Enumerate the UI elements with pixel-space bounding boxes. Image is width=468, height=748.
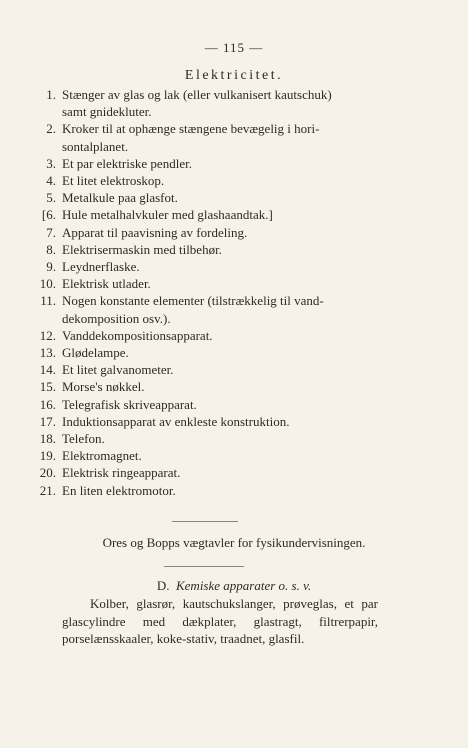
list-item	[22, 172, 402, 189]
item-text: Vanddekompositionsapparat.	[62, 327, 213, 343]
item-number: 11.	[40, 293, 56, 309]
item-text: Nogen konstante elementer (tilstrækkelig til vand-	[62, 293, 324, 309]
item-number: 18.	[39, 431, 56, 447]
item-number: [6.	[41, 207, 56, 223]
divider-rule-2	[164, 566, 244, 567]
item-text: Et litet galvanometer.	[62, 362, 174, 378]
list-item	[22, 464, 402, 481]
item-text: Telegrafisk skriveapparat.	[62, 396, 197, 412]
item-continuation-text: dekomposition osv.).	[62, 310, 171, 326]
list-item	[22, 155, 402, 172]
item-number: 14.	[39, 362, 56, 378]
item-number: 15.	[39, 379, 56, 395]
item-text: Kroker til at ophænge stængene bevægelig i hori-	[62, 121, 320, 137]
section-title	[0, 578, 468, 594]
item-continuation-text: sontalplanet.	[62, 138, 129, 154]
item-number: 3.	[46, 155, 56, 171]
item-text: Metalkule paa glasfot.	[62, 190, 178, 206]
item-text: Morse's nøkkel.	[62, 379, 145, 395]
list-item	[22, 344, 402, 361]
item-number: 13.	[39, 345, 56, 361]
section-letter: D.	[156, 578, 170, 593]
item-text: Elektrisk utlader.	[62, 276, 151, 292]
list-item-continuation	[22, 310, 402, 327]
item-text: Stænger av glas og lak (eller vulkanisert kautschuk)	[62, 87, 332, 102]
paragraph-text: Kolber, glasrør, kautschukslanger, prøveglas, et par glascylindre med dækplater, glastragt, filtrerpapir, porselænsskaaler, koke-stativ, traadnet, glasfil.	[62, 596, 378, 646]
list-item	[22, 413, 402, 430]
list-item	[22, 447, 402, 464]
item-text: Elektromagnet.	[62, 448, 142, 464]
item-number: 10.	[39, 276, 56, 292]
item-number: 4.	[46, 173, 56, 189]
list-item	[22, 275, 402, 292]
page-number: — 115 —	[204, 40, 264, 55]
item-text: Telefon.	[62, 431, 105, 447]
list-item	[22, 224, 402, 241]
ores-line: Ores og Bopps vægtavler for fysikundervisningen.	[102, 535, 366, 550]
item-text: Apparat til paavisning av fordeling.	[62, 224, 248, 240]
list-item	[22, 396, 402, 413]
list-item	[22, 378, 402, 395]
list-item	[22, 327, 402, 344]
item-text: Elektrisermaskin med tilbehør.	[62, 241, 222, 257]
item-number: 9.	[46, 259, 56, 275]
item-number: 1.	[46, 87, 56, 102]
item-text: En liten elektromotor.	[62, 482, 176, 498]
list-item	[22, 430, 402, 447]
list-item-continuation	[22, 103, 402, 120]
list-item	[22, 482, 402, 499]
item-number: 17.	[39, 413, 56, 429]
item-continuation-text: samt gnidekluter.	[62, 104, 152, 120]
divider-rule	[172, 521, 238, 522]
item-text: Hule metalhalvkuler med glashaandtak.]	[62, 207, 273, 223]
item-list	[22, 86, 402, 499]
list-item	[22, 292, 402, 309]
item-text: Leydnerflaske.	[62, 259, 140, 275]
list-item	[22, 258, 402, 275]
section-heading: Elektricitet.	[184, 68, 284, 83]
item-text: Et litet elektroskop.	[62, 173, 165, 189]
item-number: 2.	[46, 121, 56, 137]
list-item	[22, 361, 402, 378]
item-number: 20.	[39, 465, 56, 481]
item-text: Glødelampe.	[62, 345, 129, 361]
item-number: 5.	[46, 190, 56, 206]
item-number: 8.	[46, 241, 56, 257]
item-number: 19.	[39, 448, 56, 464]
item-number: 21.	[39, 482, 56, 498]
item-text: Induktionsapparat av enkleste konstruktion.	[62, 413, 290, 429]
paragraph	[62, 595, 378, 648]
item-number: 7.	[46, 224, 56, 240]
list-item	[22, 189, 402, 206]
list-item	[22, 86, 402, 103]
item-text: Elektrisk ringeapparat.	[62, 465, 181, 481]
list-item	[22, 206, 402, 223]
item-number: 16.	[39, 396, 56, 412]
list-item	[22, 241, 402, 258]
list-item	[22, 120, 402, 137]
item-number: 12.	[39, 327, 56, 343]
section-name: Kemiske apparater o. s. v.	[175, 578, 312, 593]
list-item-continuation	[22, 138, 402, 155]
item-text: Et par elektriske pendler.	[62, 155, 192, 171]
